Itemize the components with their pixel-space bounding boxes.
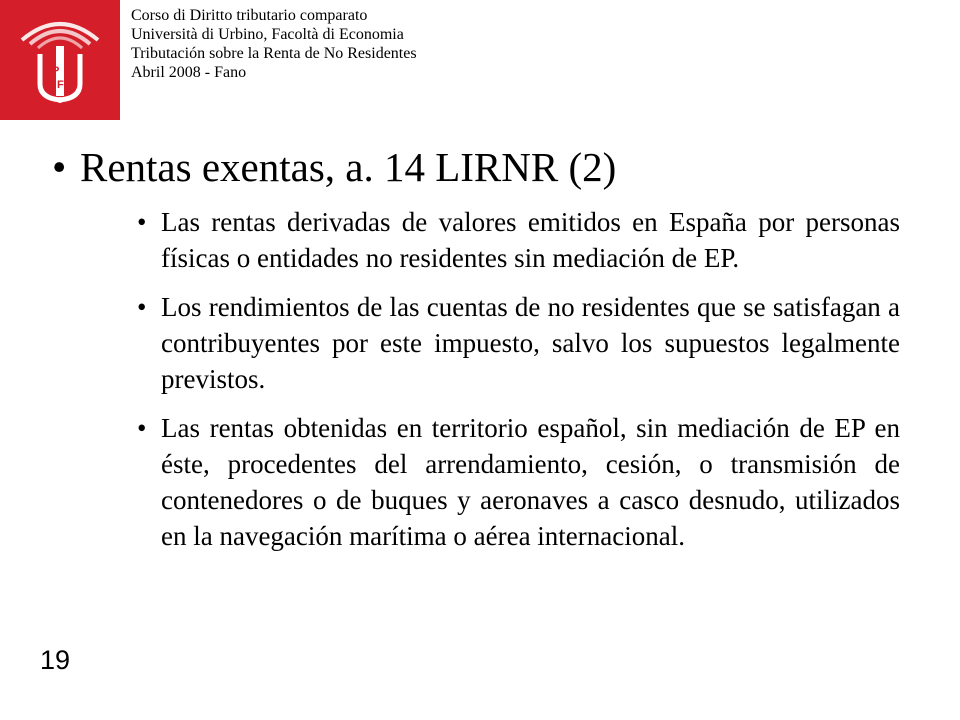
list-item-text: Las rentas obtenidas en territorio español, sin mediación de EP en éste, procedentes del arrendamiento, cesión, o transmisión de contenedores o de buques y aeronaves a casco desnudo, utilizados en la navegación marítima o aérea internacional. (161, 413, 900, 551)
list-item (134, 204, 900, 276)
svg-text:F: F (57, 79, 64, 91)
bullet-icon: • (52, 144, 67, 190)
slide-title-row (52, 143, 920, 191)
university-logo-icon (0, 0, 120, 120)
exemption-list (134, 204, 900, 567)
header-line-subject: Tributación sobre la Renta de No Residentes (131, 45, 417, 62)
course-header (131, 6, 417, 82)
header-line-course: Corso di Diritto tributario comparato (131, 7, 368, 24)
bullet-icon: • (137, 207, 147, 237)
page-number: 19 (40, 645, 71, 675)
bullet-icon: • (137, 413, 147, 443)
list-item-text: Los rendimientos de las cuentas de no residentes que se satisfagan a contribuyentes por este impuesto, salvo los supuestos legalmente previstos. (161, 292, 900, 394)
bullet-icon: • (137, 292, 147, 322)
slide-title: Rentas exentas, a. 14 LIRNR (2) (80, 144, 617, 190)
header-line-date: Abril 2008 - Fano (131, 64, 247, 81)
svg-text:P: P (52, 65, 60, 77)
header-line-university: Università di Urbino, Facoltà di Economia (131, 26, 404, 43)
list-item (134, 410, 900, 554)
list-item-text: Las rentas derivadas de valores emitidos en España por personas físicas o entidades no residentes sin mediación de EP. (161, 207, 900, 273)
list-item (134, 289, 900, 397)
